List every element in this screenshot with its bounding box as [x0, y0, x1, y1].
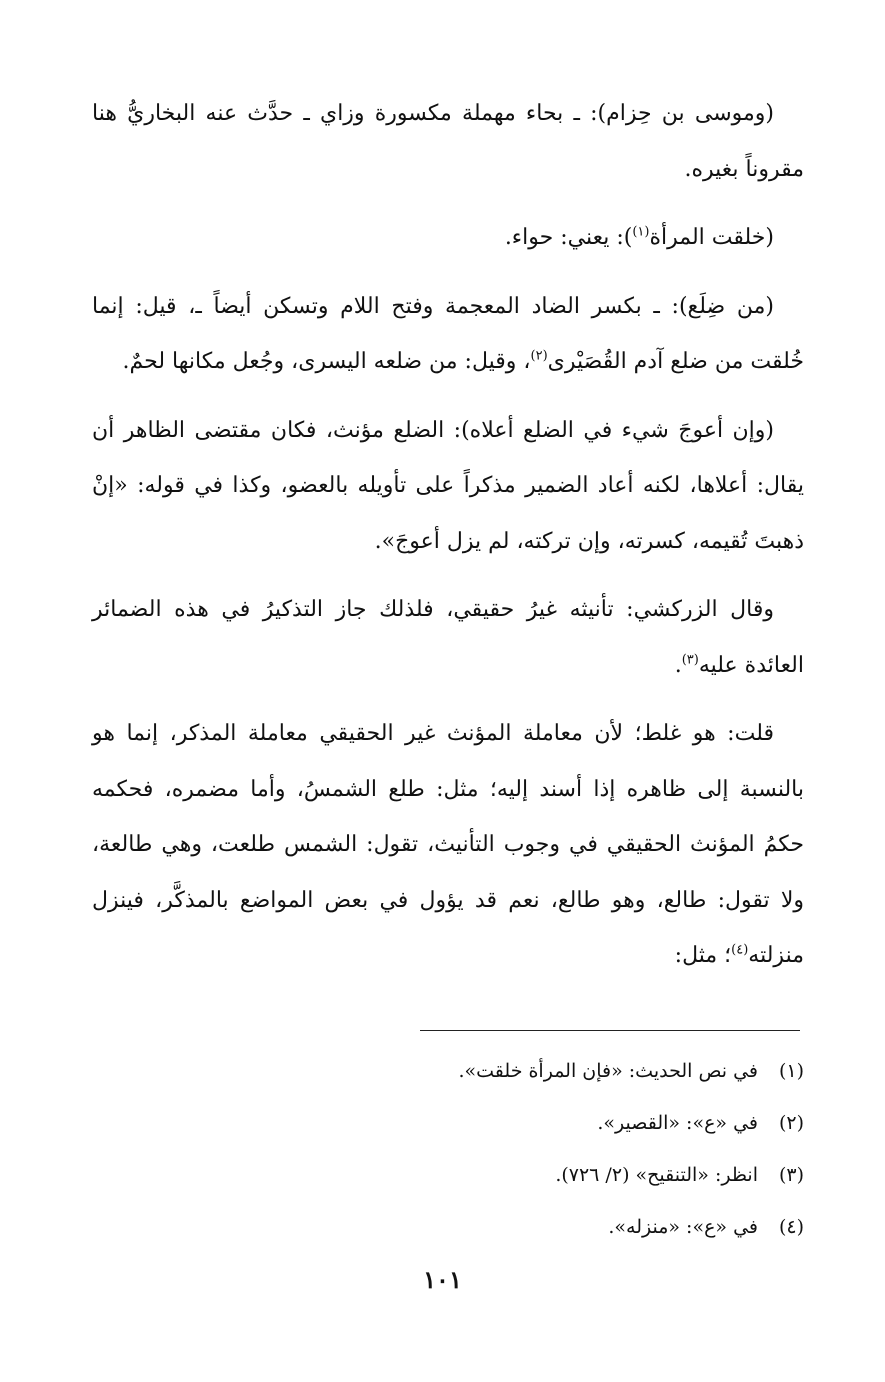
paragraph-2: [92, 210, 804, 266]
paragraph-3-text-a: (من ضِلَع): ـ بكسر الضاد المعجمة وفتح اللام وتسكن أيضاً ـ، قيل: إنما خُلقت من ضلع آدم القُصَيْرى: [92, 293, 804, 374]
footnote-text: في «ع»: «منزله».: [608, 1216, 758, 1238]
paragraph-6-text-b: ؛ مثل:: [674, 943, 732, 968]
footnote-number: (٢): [778, 1112, 804, 1134]
footnote-ref-1: (١): [632, 224, 650, 240]
paragraph-5-text-a: وقال الزركشي: تأنيثه غيرُ حقيقي، فلذلك جاز التذكيرُ في هذه الضمائر العائدة عليه: [92, 597, 804, 678]
footnotes: [92, 1045, 804, 1253]
footnote-separator: [420, 1030, 800, 1031]
paragraph-4: (وإن أعوجَ شيء في الضلع أعلاه): الضلع مؤنث، فكان مقتضى الظاهر أن يقال: أعلاها، لكنه أعاد الضمير مذكراً على تأويله بالعضو، وكذا في قوله: «إنْ ذهبتَ تُقيمه، كسرته، وإن تركته، لم يزل أعوجَ».: [92, 417, 804, 554]
paragraph-6: [92, 706, 804, 984]
paragraph-1: (وموسى بن حِزام): ـ بحاء مهملة مكسورة وزاي ـ حدَّث عنه البخاريُّ هنا مقروناً بغيره.: [92, 101, 804, 182]
footnote-text: في نص الحديث: «فإن المرأة خلقت».: [458, 1060, 758, 1082]
paragraph-6-text-a: قلت: هو غلط؛ لأن معاملة المؤنث غير الحقيقي معاملة المذكر، إنما هو بالنسبة إلى ظاهره إذا أسند إليه؛ مثل: طلع الشمسُ، وأما مضمره، فحكمه حكمُ المؤنث الحقيقي في وجوب التأنيث، تقول: الشمس طلعت، وهي طالعة، ولا تقول: طالع، وهو طالع، نعم قد يؤول في بعض المواضع بالمذكَّر، فينزل منزلته: [92, 721, 804, 968]
footnote-1: [92, 1045, 804, 1097]
footnote-number: (٣): [778, 1164, 804, 1186]
page-number: ١٠١: [423, 1265, 462, 1294]
footnote-3: [92, 1149, 804, 1201]
footnote-number: (٤): [778, 1216, 804, 1238]
footnote-ref-3: (٣): [681, 652, 699, 668]
footnote-number: (١): [778, 1060, 804, 1082]
footnote-text: انظر: «التنقيح» (٢/ ٧٢٦).: [555, 1164, 758, 1186]
main-text: [92, 86, 804, 997]
paragraph-5: [92, 582, 804, 693]
footnote-ref-4: (٤): [731, 942, 749, 958]
paragraph-3-text-b: ، وقيل: من ضلعه اليسرى، وجُعل مكانها لحمٌ.: [122, 349, 531, 374]
paragraph-3: [92, 279, 804, 390]
paragraph-2-text-a: (خلقت المرأة: [649, 225, 774, 250]
footnote-4: [92, 1201, 804, 1253]
paragraph-5-text-b: .: [674, 652, 682, 678]
footnote-ref-2: (٢): [530, 348, 548, 364]
footnote-text: في «ع»: «القصير».: [597, 1112, 758, 1134]
footnote-2: [92, 1097, 804, 1149]
paragraph-2-text-b: ): يعني: حواء.: [504, 225, 633, 250]
